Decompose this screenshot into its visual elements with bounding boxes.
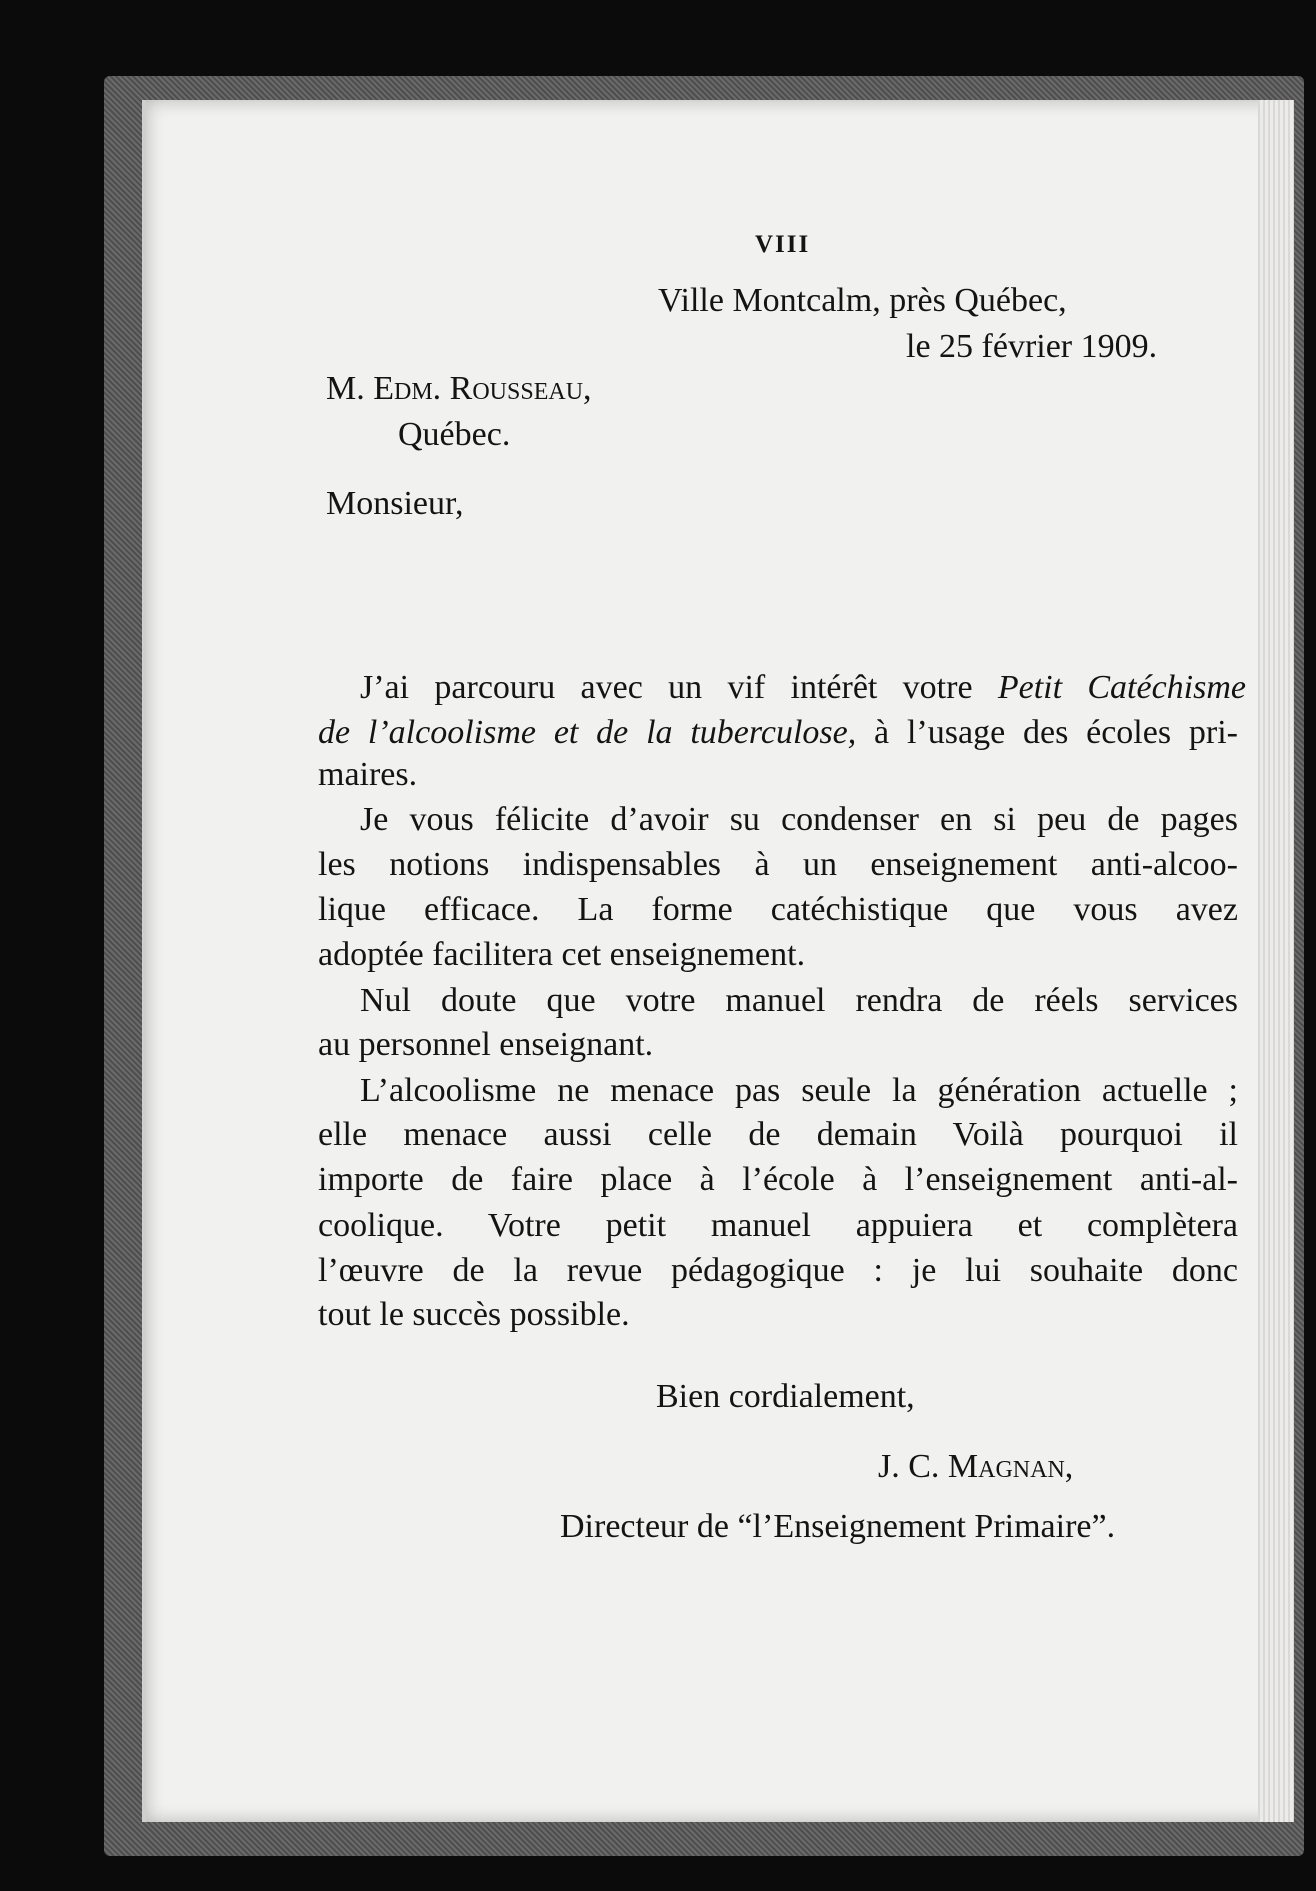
body-line: lique efficace. La forme catéchistique que vous avez [318,891,1238,928]
body-line: de l’alcoolisme et de la tuberculose, à l’usage des écoles pri- [318,714,1238,751]
recipient-name: M. Edm. Rousseau, [326,370,592,407]
letter-date: le 25 février 1909. [906,328,1158,365]
body-line: Je vous félicite d’avoir su condenser en si peu de pages [360,801,1238,838]
body-line: adoptée facilitera cet enseignement. [318,936,806,973]
body-line: au personnel enseignant. [318,1026,654,1063]
body-line: elle menace aussi celle de demain Voilà pourquoi il [318,1116,1238,1153]
signature-title: Directeur de “l’Enseignement Primaire”. [560,1508,1116,1545]
body-line: l’œuvre de la revue pédagogique : je lui souhaite donc [318,1252,1238,1289]
signature-name: J. C. Magnan, [878,1448,1074,1485]
page-edge [1258,100,1294,1822]
body-line: maires. [318,756,418,793]
closing: Bien cordialement, [656,1378,915,1415]
book-title: de l’alcoolisme et de la tuberculose, [318,714,857,751]
body-line: les notions indispensables à un enseignement anti-alcoo- [318,846,1238,883]
body-line: L’alcoolisme ne menace pas seule la génération actuelle ; [360,1072,1238,1109]
recipient-city: Québec. [398,416,511,453]
body-line: Nul doute que votre manuel rendra de réels services [360,982,1238,1019]
page-number: VIII [755,231,811,258]
body-line: coolique. Votre petit manuel appuiera et complètera [318,1207,1238,1244]
letter-place: Ville Montcalm, près Québec, [658,282,1067,319]
book-page [142,100,1294,1822]
book-title: Petit Catéchisme [997,669,1246,706]
body-line: importe de faire place à l’école à l’enseignement anti-al- [318,1161,1238,1198]
body-line: tout le succès possible. [318,1296,630,1333]
body-line: J’ai parcouru avec un vif intérêt votre Petit Catéchisme [360,669,1246,706]
salutation: Monsieur, [326,485,464,522]
